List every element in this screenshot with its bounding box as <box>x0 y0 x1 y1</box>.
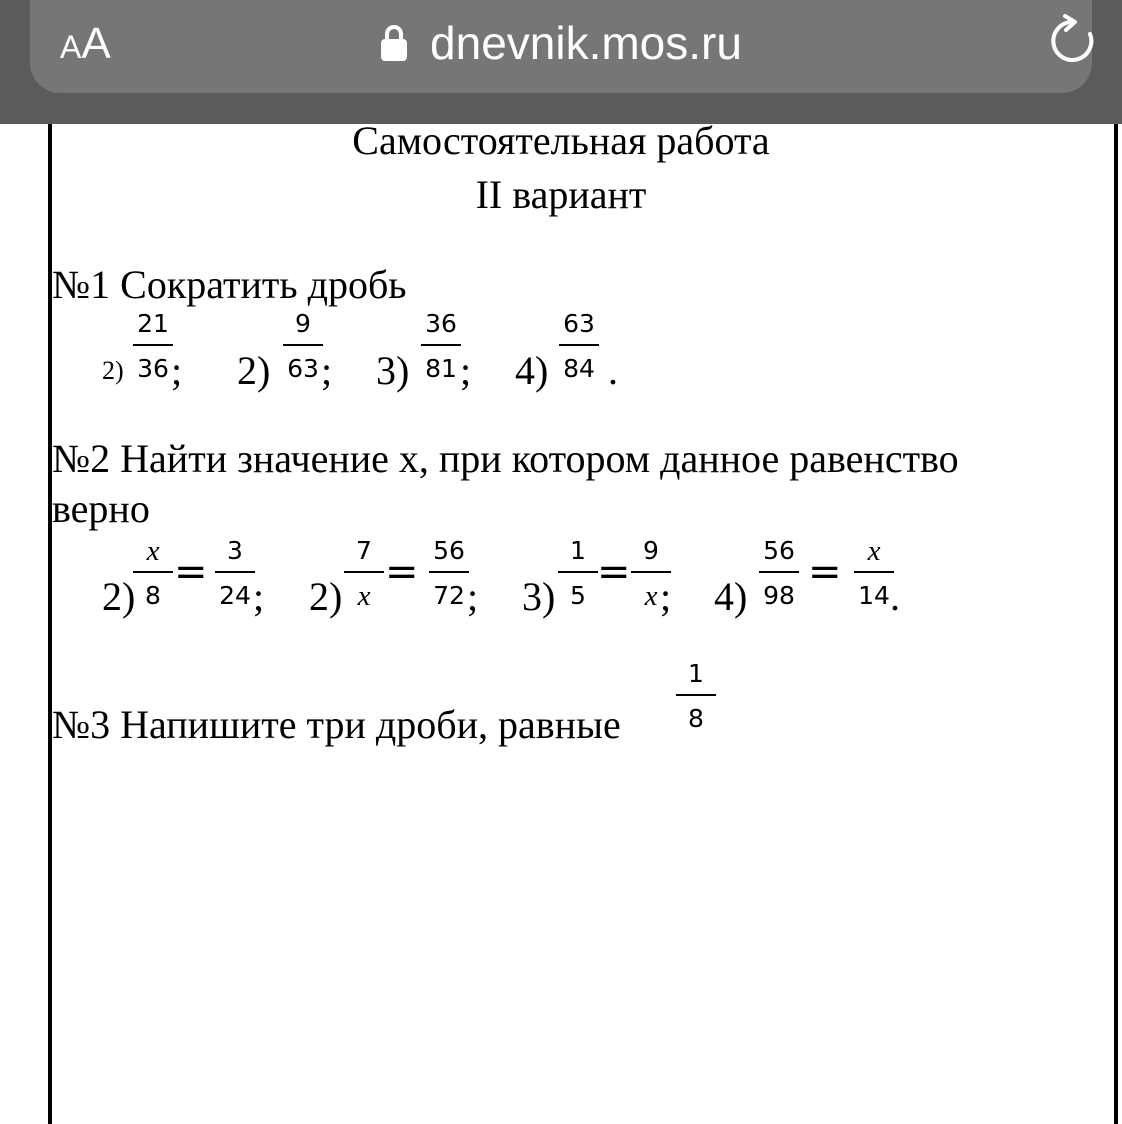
item-label: 4) <box>714 574 748 619</box>
reload-icon[interactable] <box>1045 14 1099 68</box>
doc-variant: II вариант <box>475 172 647 217</box>
doc-title: Самостоятельная работа <box>352 118 770 163</box>
item-label: 2) <box>102 356 124 385</box>
item-label: 4) <box>515 348 549 393</box>
item-label: 3) <box>522 574 556 619</box>
item-label: 2) <box>309 574 343 619</box>
browser-toolbar <box>0 0 1122 124</box>
item-label: 2) <box>237 348 271 393</box>
task2-heading-cont: верно <box>52 486 150 531</box>
lock-icon <box>380 24 408 62</box>
url-text: dnevnik.mos.ru <box>430 17 742 69</box>
item-label: 2) <box>102 574 136 619</box>
task1-heading: №1 Сократить дробь <box>52 262 407 307</box>
text-size-button[interactable]: AA <box>60 19 111 68</box>
task3-heading: №3 Напишите три дроби, равные <box>52 702 621 747</box>
task2-heading: №2 Найти значение х, при котором данное равенство <box>52 436 959 481</box>
item-label: 3) <box>376 348 410 393</box>
url-display[interactable] <box>30 14 1092 72</box>
address-bar[interactable] <box>30 0 1092 93</box>
